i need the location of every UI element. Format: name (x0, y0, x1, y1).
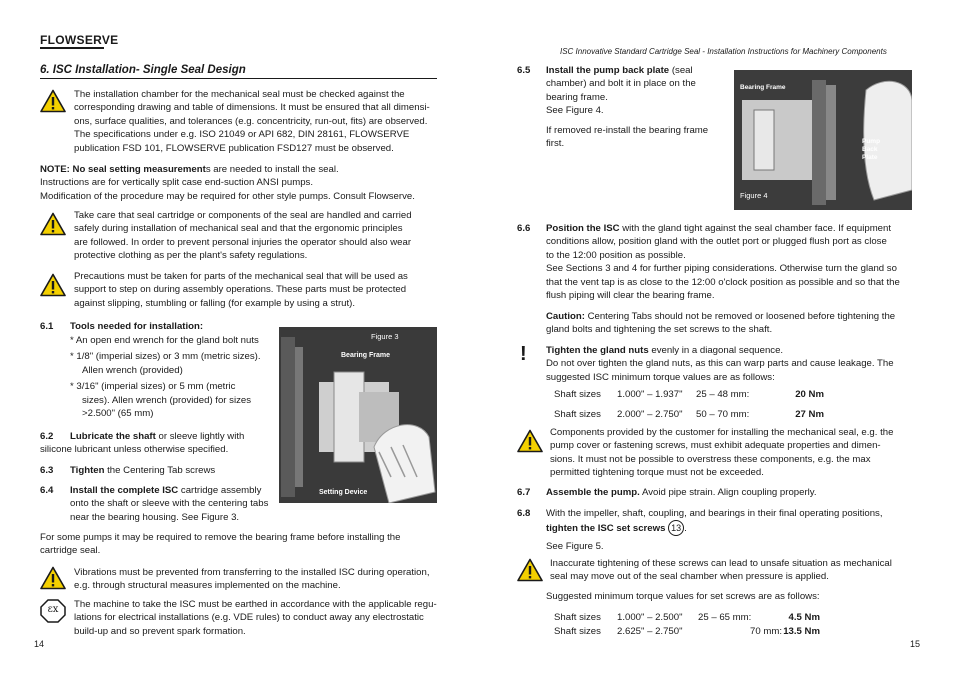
step-number: 6.3 (40, 465, 54, 476)
figure-3-label-setting-device: Setting Device (319, 489, 368, 496)
suggested-torque-intro: Suggested minimum torque values for set screws are as follows: (546, 591, 820, 602)
callout-13: 13 (668, 520, 684, 536)
figure-4 (734, 70, 912, 210)
step-number: 6.8 (517, 508, 531, 519)
torque-table-set-screws (554, 611, 820, 639)
table-row: Shaft sizes 1.000" – 2.500" 25 – 65 mm: 4.5 Nm (554, 612, 820, 623)
step-6-3: Tighten the Centering Tab screws (70, 465, 216, 476)
step-number: 6.5 (517, 65, 531, 76)
pumps-paragraph: For some pumps it may be required to remove the bearing frame before installing the cartridge seal. (40, 532, 401, 557)
warning-text-3: Precautions must be taken for parts of the mechanical seal that will be used as support to step on during assembly operations. These parts must be protected against slipping, stumbling or falling (for example by using a strut). (74, 271, 408, 309)
step-6-8: With the impeller, shaft, coupling, and bearings in their final operating positions, tighten the ISC set screws 13 . See Figure 5. (546, 508, 883, 553)
warning-text-2: Take care that seal cartridge or components of the seal are handled and carried safely during installation of mechanical seal and that the ergonomic principles are followed. In order to prevent personal injuries the operator should also wear protective clothing as per the plant's safety regulations. (74, 210, 412, 262)
caution-paragraph: Caution: Centering Tabs should not be removed or loosened before tightening the gland bolts and tightening the set screws to the shaft. (546, 311, 896, 336)
warning-triangle-icon (40, 212, 66, 236)
figure-3 (279, 327, 437, 503)
page-number-right: 15 (910, 639, 921, 649)
step-number: 6.2 (40, 431, 54, 442)
warning-triangle-icon (40, 273, 66, 297)
tools-list: * An open end wrench for the gland bolt nuts * 1/8" (imperial sizes) or 3 mm (metric sizes). Allen wrench (provided) * 3/16" (imperial sizes) or 5 mm (metric sizes). Allen wrench (provided) for sizes >2.500" (65 mm) (70, 335, 261, 420)
warning-triangle-icon (517, 558, 543, 582)
flowserve-logo: FLOWSERVE (40, 33, 119, 47)
exclamation-icon: ! (520, 343, 527, 365)
logo-underline (40, 47, 104, 49)
warning-text-5: The machine to take the ISC must be earthed in accordance with the applicable regu- lations for electrical installations (e.g. VDE rules) to conduct away any electrostatic build-up and so prevent spark formation. (74, 599, 437, 637)
page-number-left: 14 (34, 639, 45, 649)
warning-triangle-icon (517, 429, 543, 453)
step-number: 6.6 (517, 223, 531, 234)
figure-4-label-pump-back-plate: Pump Back Plate (862, 138, 881, 161)
step-6-6: Position the ISC with the gland tight against the seal chamber face. If equipment conditions allow, position gland with the outlet port or plugged flush port as close to the 12:00 position as possible. See Sections 3 and 4 for further piping considerations. Otherwise turn the gland so that the vent tap is as close to the 12:00 o'clock position as possible and so that the flush piping will clear the bearing frame. (546, 223, 900, 302)
figure-4-title: Figure 4 (740, 191, 768, 200)
note-block: NOTE: No seal setting measurements are needed to install the seal. Instructions are for vertically split case end-suction ANSI pumps. Modification of the procedure may be required for other style pumps. Consult Flowserve. (40, 164, 415, 202)
step-number: 6.4 (40, 485, 54, 496)
warning-triangle-icon (40, 89, 66, 113)
step-6-2: Lubricate the shaft or sleeve lightly with silicone lubricant unless otherwise specified. (40, 431, 245, 456)
step-number: 6.7 (517, 487, 531, 498)
step-6-5: Install the pump back plate (seal chamber) and bolt it in place on the bearing frame. See Figure 4. If removed re-install the bearing frame first. (546, 65, 709, 150)
title-rule (40, 78, 437, 79)
step-number: 6.1 (40, 321, 54, 332)
running-title: ISC Innovative Standard Cartridge Seal - Installation Instructions for Machinery Components (560, 47, 887, 56)
figure-4-label-bearing-frame: Bearing Frame (740, 84, 786, 91)
table-row: Shaft sizes 2.625" – 2.750" 70 mm: 13.5 Nm (554, 626, 820, 637)
warning-triangle-icon (40, 566, 66, 590)
step-title: Tools needed for installation: (70, 321, 204, 332)
warning-text-7: Inaccurate tightening of these screws can lead to unsafe situation as mechanical seal may move out of the seal chamber when pressure is applied. (550, 558, 892, 583)
figure-3-label-bearing-frame: Bearing Frame (341, 352, 391, 359)
warning-text-6: Components provided by the customer for installing the mechanical seal, e.g. the pump cover or fastening screws, must exhibit adequate properties and dimen- sions. It must not be possible to overstress these components, e.g. the max permitted tightening torque must not be exceeded. (550, 427, 894, 479)
gland-nuts-paragraph: Tighten the gland nuts evenly in a diagonal sequence. Do not over tighten the gland nuts, as this can warp parts and cause leakage. The suggested ISC minimum torque values are as follows: (546, 345, 894, 383)
figure-3-title: Figure 3 (371, 332, 399, 341)
ex-explosion-icon: εx (40, 599, 66, 623)
section-title: 6. ISC Installation- Single Seal Design (40, 64, 246, 76)
step-6-4: Install the complete ISC cartridge assembly onto the shaft or sleeve with the centering tabs near the bearing housing. See Figure 3. (70, 485, 269, 523)
warning-text-4: Vibrations must be prevented from transferring to the installed ISC during operation, e.g. through structural measures implemented on the machine. (74, 567, 430, 592)
warning-text-1: The installation chamber for the mechanical seal must be checked against the corresponding drawing and table of dimensions. It must be ensured that all dimensi- ons, surface qualities, and tolerances (e.g. concentricity, run-out, fits) are observed. The specifications under e.g. ISO 21049 or API 682, DIN 28161, FLOWSERVE publication FSD 101, FLOWSERVE publication FSD127 must be observed. (74, 89, 430, 154)
table-row: Shaft sizes 2.000" – 2.750" 50 – 70 mm: 27 Nm (554, 409, 824, 420)
table-row: Shaft sizes 1.000" – 1.937" 25 – 48 mm: 20 Nm (554, 389, 824, 400)
step-6-7: Assemble the pump. Avoid pipe strain. Align coupling properly. (546, 487, 817, 498)
torque-table-gland (554, 388, 824, 428)
